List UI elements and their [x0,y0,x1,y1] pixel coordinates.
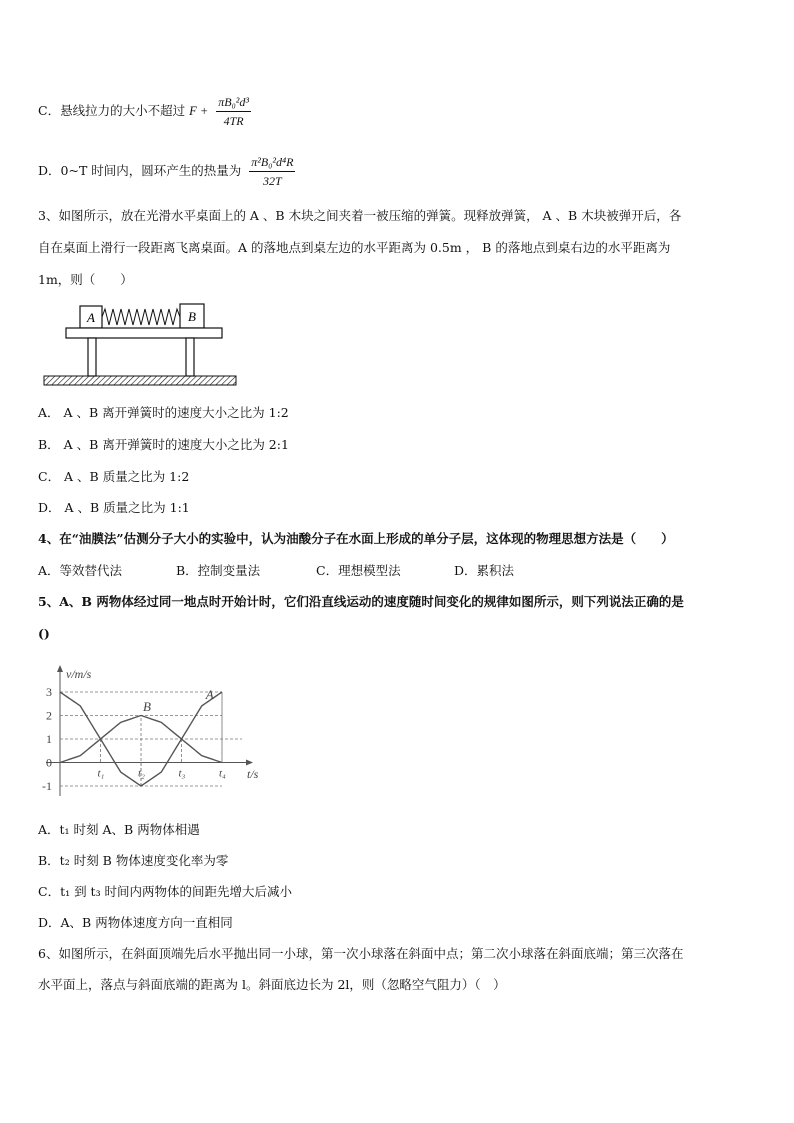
fraction [249,154,295,189]
q5-velocity-time-chart [36,660,276,800]
q3-option-b: B． A 、B 离开弹簧时的速度大小之比为 2:1 [38,437,289,452]
x-axis-label: t/s [247,767,259,781]
q3-stem-line1: 3、如图所示，放在光滑水平桌面上的 A 、B 木块之间夹着一被压缩的弹簧。现释放弹簧， A 、B 木块被弹开后，各 [38,208,682,223]
option-d-prev [38,154,295,189]
x-tick-label: t₃ [178,767,186,780]
q6-stem-line2: 水平面上，落点与斜面底端的距离为 l。斜面底边长为 2l，则（忽略空气阻力）（ ） [38,977,506,992]
x-tick-label: t₂ [138,767,145,780]
block-a-label: A [87,310,95,325]
q3-option-d: D． A 、B 质量之比为 1:1 [38,500,190,515]
q3-stem-line3: 1m，则（ ） [38,272,133,287]
table-leg-left [88,338,96,376]
series-a-label: A [205,687,214,703]
q6-stem-line1: 6、如图所示，在斜面顶端先后水平抛出同一小球，第一次小球落在斜面中点；第二次小球落在斜面底端；第三次落在 [38,946,684,961]
y-tick-label: -1 [42,779,52,793]
numerator: π²B₀²d⁴R [249,154,295,172]
y-tick-label: 1 [46,732,52,746]
q3-figure-table-springs [40,300,250,392]
q5-stem-line1: 5、A、B 两物体经过同一地点时开始计时，它们沿直线运动的速度随时间变化的规律如图所示，则下列说法正确的是 [38,594,684,609]
q5-option-b: B．t₂ 时刻 B 物体速度变化率为零 [38,853,229,868]
q3-option-c: C． A 、B 质量之比为 1:2 [38,469,190,484]
spring [102,309,180,325]
q4-option-b: B．控制变量法 [176,563,261,578]
y-tick-label: 3 [46,685,52,699]
q3-option-a: A． A 、B 离开弹簧时的速度大小之比为 1:2 [38,405,289,420]
y-axis-arrow [57,665,63,672]
block-b-label: B [188,309,196,324]
x-axis-arrow [246,760,253,766]
y-tick-label: 0 [46,755,52,770]
option-text: D．0~T 时间内，圆环产生的热量为 [38,163,242,178]
fraction [216,94,251,129]
q3-stem-line2: 自在桌面上滑行一段距离飞离桌面。A 的落地点到桌左边的水平距离为 0.5m ， B 的落地点到桌右边的水平距离为 [38,240,671,255]
y-tick-label: 2 [46,708,52,723]
series-b-label: B [143,698,151,714]
expr-prefix: F + [189,104,209,118]
q4-option-c: C．理想模型法 [316,563,401,578]
table-top [66,328,222,338]
q4-stem: 4、在“油膜法”估测分子大小的实验中，认为油酸分子在水面上形成的单分子层，这体现的物理思想方法是（ ） [38,531,674,546]
x-tick-label: t₄ [219,767,226,780]
numerator: πB₀²d³ [216,94,251,112]
table-leg-right [186,338,194,376]
denominator: 4TR [223,114,244,128]
q5-stem-line2: () [38,626,50,641]
q4-option-d: D．累积法 [454,563,515,578]
denominator: 32T [263,174,282,188]
x-tick-label: t₁ [97,767,105,780]
q5-option-d: D．A、B 两物体速度方向一直相同 [38,915,233,930]
q5-option-a: A．t₁ 时刻 A、B 两物体相遇 [38,822,200,837]
ground [44,376,236,385]
y-axis-label: v/m/s [66,667,92,681]
q4-option-a: A．等效替代法 [38,563,123,578]
option-text: C．悬线拉力的大小不超过 [38,103,186,118]
q5-option-c: C．t₁ 到 t₃ 时间内两物体的间距先增大后减小 [38,884,293,899]
option-c-prev [38,94,251,129]
